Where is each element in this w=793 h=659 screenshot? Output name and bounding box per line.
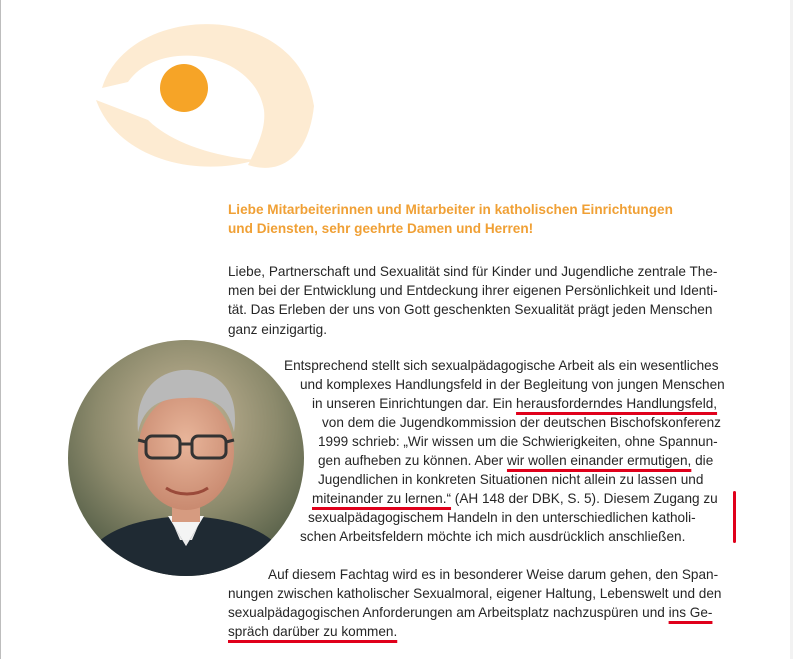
- paragraph-line: sexualpädagogischen Anforderungen am Arbeitsplatz nachzuspüren und ins Ge-: [228, 605, 713, 620]
- paragraph-line: nungen zwischen katholischer Sexualmoral, eigener Haltung, Lebenswelt und den: [228, 586, 722, 601]
- annotation-margin-mark: [733, 491, 736, 543]
- author-portrait: [68, 340, 304, 576]
- greeting-line-1: Liebe Mitarbeiterinnen und Mitarbeiter in katholischen Einrichtungen: [228, 202, 673, 217]
- highlighted-phrase: spräch darüber zu kommen.: [228, 624, 398, 639]
- highlighted-phrase: herausforderndes Handlungsfeld,: [516, 396, 718, 411]
- page-left-border: [0, 0, 1, 659]
- paragraph-line: miteinander zu lernen.“ (AH 148 der DBK, S. 5). Diesem Zugang zu: [312, 491, 718, 506]
- paragraph-line: 1999 schrieb: „Wir wissen um die Schwierigkeiten, ohne Spannun-: [318, 434, 718, 449]
- eye-pupil-icon: [160, 64, 208, 112]
- paragraph-line: men bei der Entwicklung und Entdeckung ihrer eigenen Persönlichkeit und Identi-: [228, 283, 718, 299]
- greeting-line-2: und Diensten, sehr geehrte Damen und Herren!: [228, 221, 534, 236]
- paragraph-line: tät. Das Erleben der uns von Gott geschenkten Sexualität prägt jeden Menschen: [228, 302, 713, 318]
- paragraph-line: in unseren Einrichtungen dar. Ein herausforderndes Handlungsfeld,: [312, 396, 718, 411]
- paragraph-line: gen aufheben zu können. Aber wir wollen einander ermutigen, die: [318, 453, 714, 468]
- paragraph-line: Entsprechend stellt sich sexualpädagogische Arbeit als ein wesentliches: [284, 358, 719, 373]
- highlighted-phrase: miteinander zu lernen.“: [312, 491, 452, 506]
- paragraph-line: Jugendlichen in konkreten Situationen nicht allein zu lassen und: [318, 472, 704, 487]
- paragraph-line: sexualpädagogischem Handeln in den unterschiedlichen katholi-: [308, 510, 696, 525]
- eye-logo-icon: [88, 10, 318, 170]
- paragraph-line: schen Arbeitsfeldern möchte ich mich ausdrücklich anschließen.: [300, 529, 686, 544]
- paragraph-line: und komplexes Handlungsfeld in der Begleitung von jungen Menschen: [300, 377, 725, 392]
- highlighted-phrase: ins Ge-: [668, 605, 713, 620]
- highlighted-phrase: wir wollen einander ermutigen,: [506, 453, 692, 468]
- paragraph-line: [228, 622, 397, 641]
- greeting-heading: [228, 200, 748, 238]
- paragraph-line: Auf diesem Fachtag wird es in besonderer Weise darum gehen, den Span-: [268, 567, 719, 582]
- paragraph-line: Liebe, Partnerschaft und Sexualität sind für Kinder und Jugendliche zentrale The-: [228, 264, 718, 279]
- paragraph-line: von dem die Jugendkommission der deutschen Bischofskonferenz: [322, 415, 721, 430]
- paragraph-line: ganz einzigartig.: [228, 321, 327, 337]
- paragraph-intro: [228, 262, 738, 339]
